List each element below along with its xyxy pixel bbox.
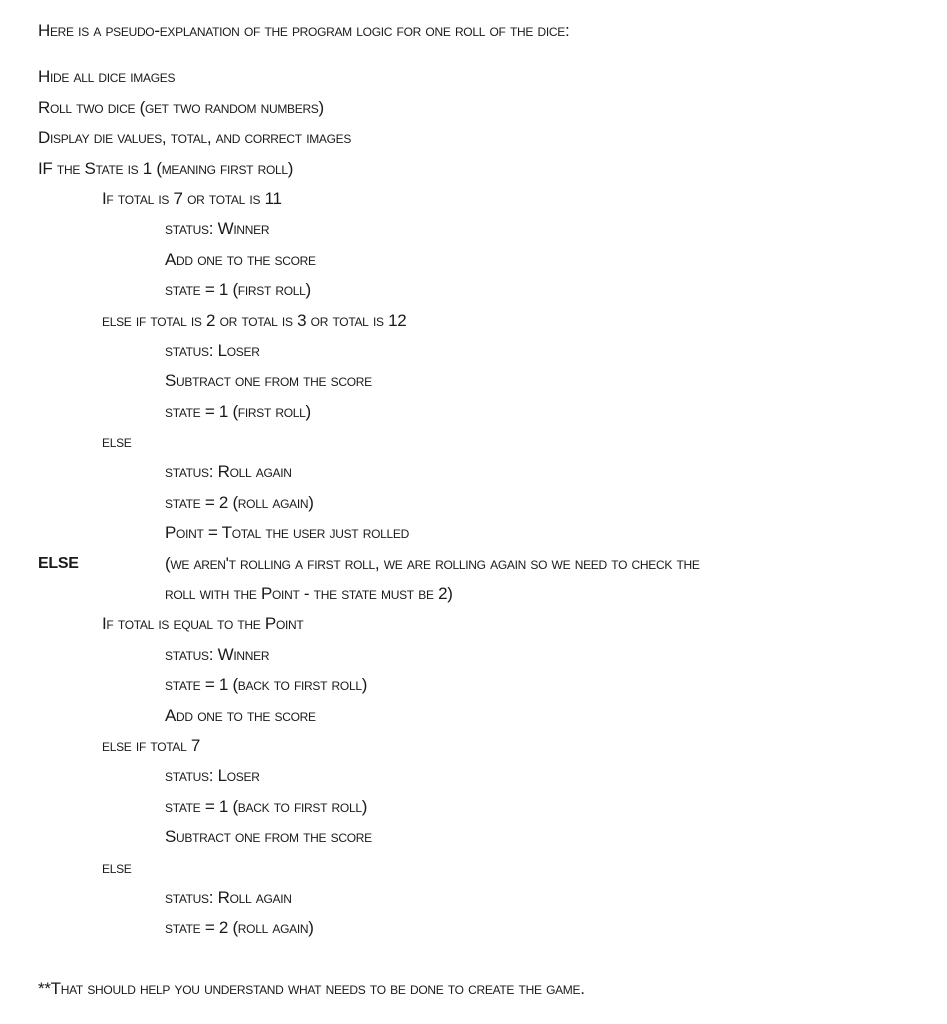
line-text: Display die values, total, and correct images xyxy=(38,128,352,148)
pseudo-code-line xyxy=(38,883,928,913)
else-label: ELSE xyxy=(38,554,79,572)
line-text: else xyxy=(102,432,132,452)
line-text: Roll two dice (get two random numbers) xyxy=(38,97,324,117)
pseudo-code-line xyxy=(38,427,928,457)
line-text: If total is 7 or total is 11 xyxy=(102,188,282,208)
line-text: Hide all dice images xyxy=(38,67,176,87)
pseudo-code-line xyxy=(38,397,928,427)
pseudo-code-line xyxy=(38,670,928,700)
pseudo-code-line xyxy=(38,154,928,184)
line-text: Add one to the score xyxy=(165,249,316,269)
pseudo-code-line xyxy=(38,336,928,366)
footer-note: **That should help you understand what needs to be done to create the game. xyxy=(38,978,585,998)
pseudo-code-line xyxy=(38,609,928,639)
pseudo-code-line xyxy=(38,731,928,761)
line-text: (we aren't rolling a first roll, we are rolling again so we need to check the xyxy=(165,553,700,573)
line-text: state = 2 (roll again) xyxy=(165,492,314,512)
line-text: else xyxy=(102,857,132,877)
line-text: IF the State is 1 (meaning first roll) xyxy=(38,158,294,178)
line-text: else if total is 2 or total is 3 or total is 12 xyxy=(102,310,407,330)
pseudo-code-line xyxy=(38,761,928,791)
pseudo-code-line xyxy=(38,275,928,305)
line-text: If total is equal to the Point xyxy=(102,614,304,634)
pseudo-code-line xyxy=(38,792,928,822)
line-text: state = 2 (roll again) xyxy=(165,918,314,938)
line-text: state = 1 (back to first roll) xyxy=(165,796,368,816)
line-text: Subtract one from the score xyxy=(165,827,372,847)
line-text: roll with the Point - the state must be 2) xyxy=(165,584,453,604)
pseudo-code-line xyxy=(38,245,928,275)
pseudo-code-line xyxy=(38,822,928,852)
pseudo-code-line xyxy=(38,184,928,214)
pseudo-code-line xyxy=(38,549,928,579)
pseudo-code-line xyxy=(38,913,928,943)
line-text: state = 1 (first roll) xyxy=(165,280,311,300)
line-text: state = 1 (first roll) xyxy=(165,401,311,421)
pseudo-code-line xyxy=(38,640,928,670)
line-text: Point = Total the user just rolled xyxy=(165,523,409,543)
line-text: Add one to the score xyxy=(165,705,316,725)
pseudo-code-line xyxy=(38,123,928,153)
pseudo-code-line xyxy=(38,93,928,123)
line-text: status: Winner xyxy=(165,644,270,664)
line-text: status: Roll again xyxy=(165,462,292,482)
pseudo-code-body xyxy=(38,62,928,943)
pseudo-code-document xyxy=(38,16,928,1004)
line-text: status: Loser xyxy=(165,340,260,360)
pseudo-code-line xyxy=(38,366,928,396)
pseudo-code-line xyxy=(38,306,928,336)
line-text: state = 1 (back to first roll) xyxy=(165,675,368,695)
line-text: status: Loser xyxy=(165,766,260,786)
line-text: Subtract one from the score xyxy=(165,371,372,391)
line-text: status: Roll again xyxy=(165,887,292,907)
intro-text: Here is a pseudo-explanation of the program logic for one roll of the dice: xyxy=(38,21,570,40)
pseudo-code-line xyxy=(38,853,928,883)
line-text: status: Winner xyxy=(165,219,270,239)
pseudo-code-line xyxy=(38,214,928,244)
line-text: else if total 7 xyxy=(102,735,201,755)
pseudo-code-line xyxy=(38,518,928,548)
pseudo-code-line xyxy=(38,701,928,731)
pseudo-code-line xyxy=(38,457,928,487)
pseudo-code-line xyxy=(38,62,928,92)
pseudo-code-line xyxy=(38,488,928,518)
pseudo-code-line xyxy=(38,579,928,609)
